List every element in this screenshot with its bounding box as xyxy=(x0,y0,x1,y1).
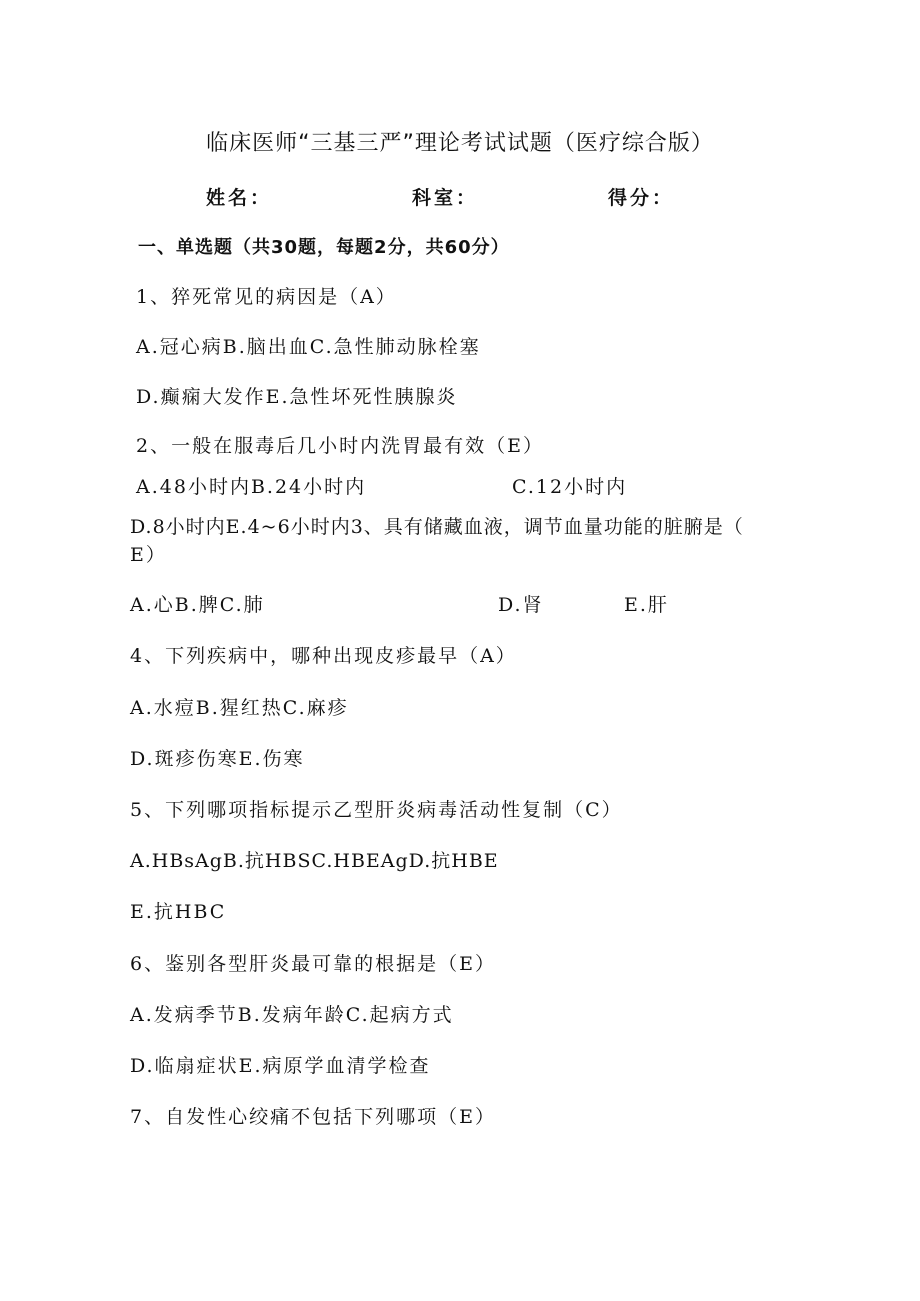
question-5-options-b: E.抗HBC xyxy=(130,901,227,923)
question-6-options-b: D.临扇症状E.病原学血清学检查 xyxy=(130,1055,431,1077)
question-2-option-c: C.12小时内 xyxy=(512,476,628,498)
question-3-option-e: E.肝 xyxy=(624,594,669,616)
question-2: 2、一般在服毒后几小时内洗胃最有效（E） xyxy=(136,435,544,457)
section-heading: 一、单选题（共30题，每题2分，共60分） xyxy=(138,237,510,258)
question-4-options-a: A.水痘B.猩红热C.麻疹 xyxy=(130,697,349,719)
question-1: 1、猝死常见的病因是（A） xyxy=(136,286,397,308)
question-5-options-a: A.HBsAgB.抗HBSC.HBEAgD.抗HBE xyxy=(130,850,499,872)
question-1-options-b: D.癫痫大发作E.急性坏死性胰腺炎 xyxy=(136,386,458,408)
question-2-options-d-and-question-3: D.8小时内E.4~6小时内3、具有储藏血液，调节血量功能的脏腑是（ xyxy=(130,516,744,538)
question-3-option-d: D.肾 xyxy=(498,594,544,616)
score-label: 得分： xyxy=(608,187,675,209)
question-6: 6、鉴别各型肝炎最可靠的根据是（E） xyxy=(130,953,496,975)
question-1-options-a: A.冠心病B.脑出血C.急性肺动脉栓塞 xyxy=(136,336,481,358)
question-3-answer: E） xyxy=(130,544,167,566)
question-2-options-a: A.48小时内B.24小时内 xyxy=(136,476,367,498)
exam-title: 临床医师“三基三严”理论考试试题（医疗综合版） xyxy=(206,131,714,156)
department-label: 科室： xyxy=(412,187,479,209)
question-4-options-b: D.斑疹伤寒E.伤寒 xyxy=(130,748,305,770)
question-6-options-a: A.发病季节B.发病年龄C.起病方式 xyxy=(130,1004,454,1026)
question-3-options-a: A.心B.脾C.肺 xyxy=(130,594,265,616)
name-label: 姓名： xyxy=(206,187,273,209)
question-7: 7、自发性心绞痛不包括下列哪项（E） xyxy=(130,1106,496,1128)
question-5: 5、下列哪项指标提示乙型肝炎病毒活动性复制（C） xyxy=(130,799,623,821)
question-4: 4、下列疾病中，哪种出现皮疹最早（A） xyxy=(130,645,517,667)
